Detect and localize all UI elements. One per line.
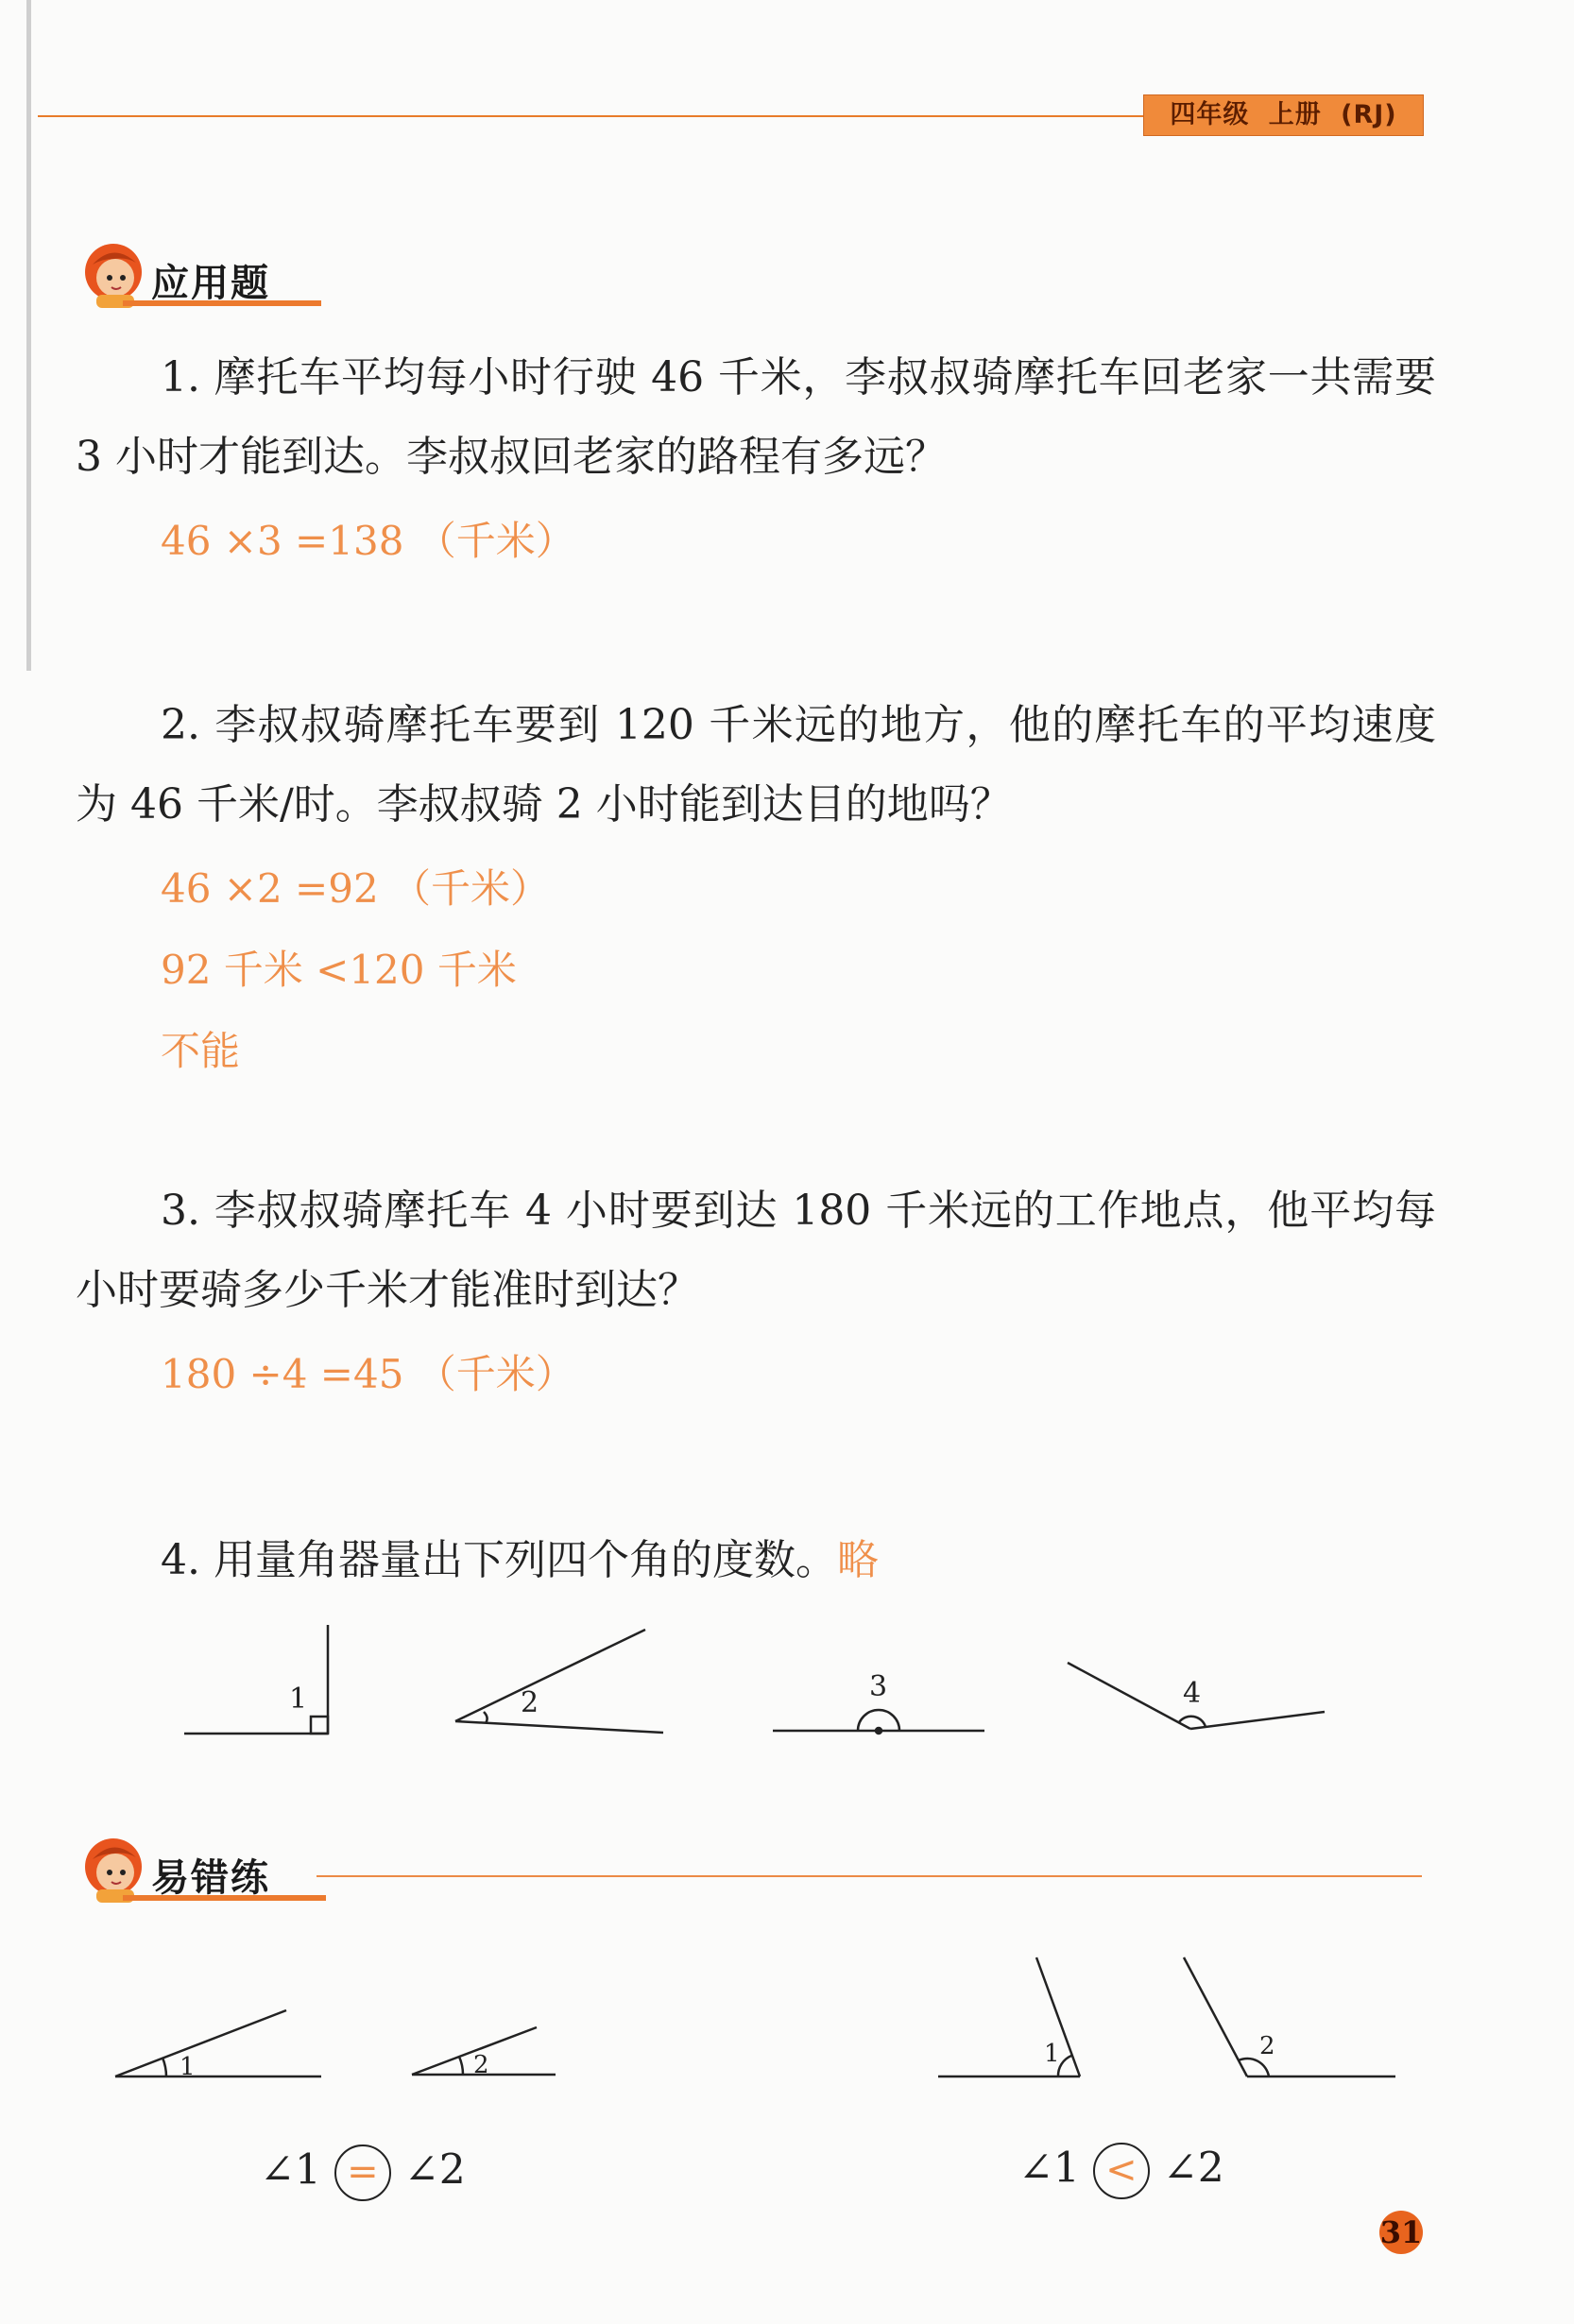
section-title: 应用题 bbox=[151, 262, 270, 305]
comparison-right-lhs: ∠1 bbox=[1018, 2144, 1080, 2193]
answer-4: 略 bbox=[836, 1536, 879, 1584]
angle-1-label: 1 bbox=[289, 1683, 308, 1716]
answer-3-line-1: 180 ÷4 =45 （千米） bbox=[161, 1351, 575, 1397]
angle-3-figure bbox=[773, 1710, 984, 1734]
question-2: 2. 李叔叔骑摩托车要到 120 千米远的地方，他的摩托车的平均速度为 46 千米/时。李叔叔骑 2 小时能到达目的地吗？ bbox=[76, 701, 1436, 829]
mistake-right-angle-2 bbox=[1184, 1957, 1395, 2076]
angle-1-figure bbox=[184, 1625, 328, 1734]
angle-2-label: 2 bbox=[521, 1686, 539, 1719]
mistake-right-label-2: 2 bbox=[1259, 2032, 1275, 2060]
angle-2-figure bbox=[455, 1630, 663, 1733]
answer-2-line-2: 92 千米 <120 千米 bbox=[161, 947, 517, 993]
question-4-text: 4. 用量角器量出下列四个角的度数。 bbox=[161, 1536, 837, 1584]
comparison-right-rhs: ∠2 bbox=[1162, 2144, 1224, 2193]
comparison-left-symbol: = bbox=[334, 2145, 391, 2201]
mistake-left-label-1: 1 bbox=[180, 2053, 196, 2081]
angle-4-label: 4 bbox=[1183, 1677, 1202, 1710]
question-3: 3. 李叔叔骑摩托车 4 小时要到达 180 千米远的工作地点，他平均每小时要骑多少千米才能准时到达？ bbox=[76, 1187, 1436, 1314]
grade-tag: 四年级 上册 (RJ) bbox=[1143, 94, 1424, 136]
comparison-left bbox=[260, 2145, 466, 2201]
mistake-left-label-2: 2 bbox=[473, 2051, 489, 2079]
mistake-right-label-1: 1 bbox=[1044, 2040, 1060, 2068]
page-number: 31 bbox=[1379, 2211, 1423, 2254]
comparison-right bbox=[1018, 2143, 1224, 2199]
answer-2-line-3: 不能 bbox=[161, 1028, 241, 1074]
section-heading-mistakes bbox=[76, 1831, 378, 1906]
angle-3-label: 3 bbox=[869, 1670, 888, 1703]
mistake-left-angle-1 bbox=[115, 2010, 321, 2076]
answer-1-line-1: 46 ×3 =138 （千米） bbox=[161, 518, 575, 564]
question-1: 1. 摩托车平均每小时行驶 46 千米，李叔叔骑摩托车回老家一共需要 3 小时才能到达。李叔叔回老家的路程有多远？ bbox=[76, 353, 1436, 481]
comparison-left-rhs: ∠2 bbox=[403, 2145, 466, 2195]
answer-2-line-1: 46 ×2 =92 （千米） bbox=[161, 865, 551, 912]
section-title: 易错练 bbox=[151, 1856, 270, 1900]
comparison-left-lhs: ∠1 bbox=[260, 2145, 321, 2195]
section-rule bbox=[317, 1875, 1422, 1877]
comparison-right-symbol: < bbox=[1093, 2143, 1150, 2199]
